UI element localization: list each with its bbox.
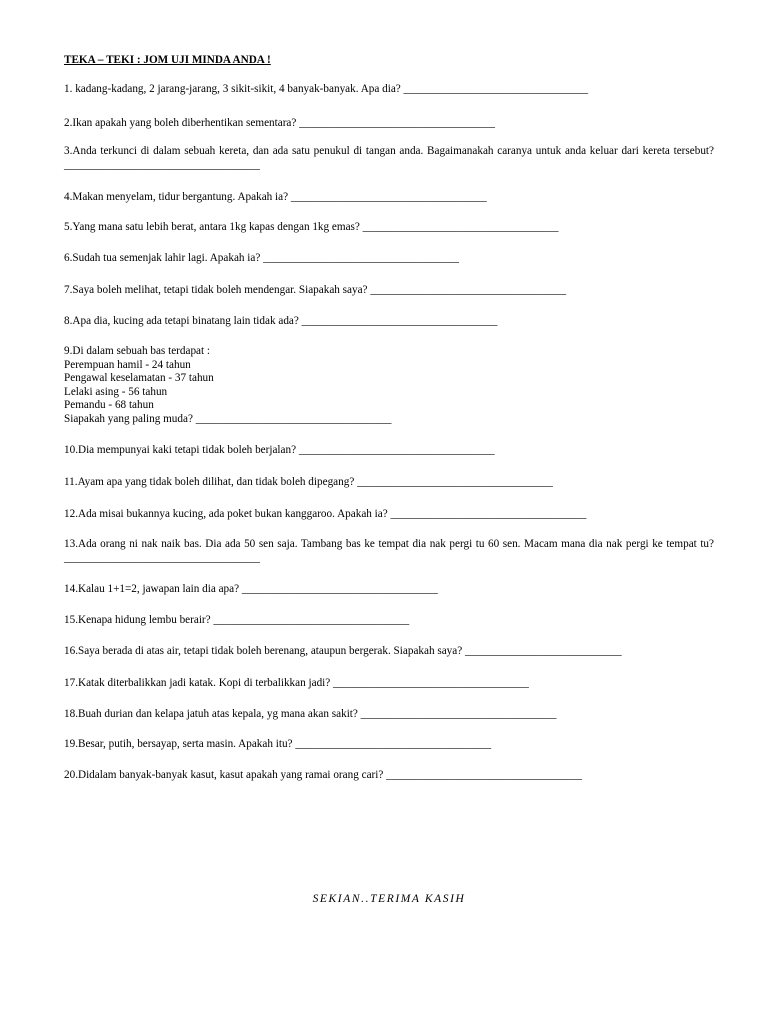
question-17: 17.Katak diterbalikkan jadi katak. Kopi di terbalikkan jadi? ___________________________________	[64, 677, 529, 689]
question-9	[64, 345, 714, 427]
question-2: 2.Ikan apakah yang boleh diberhentikan sementara? ___________________________________	[64, 117, 495, 129]
question-8: 8.Apa dia, kucing ada tetapi binatang lain tidak ada? ___________________________________	[64, 315, 498, 327]
question-3: 3.Anda terkunci di dalam sebuah kereta, dan ada satu penukul di tangan anda. Bagaimanakah caranya untuk anda keluar dari kereta tersebut? ___________________________________	[64, 145, 714, 171]
question-14: 14.Kalau 1+1=2, jawapan lain dia apa? ___________________________________	[64, 583, 438, 595]
question-18: 18.Buah durian dan kelapa jatuh atas kepala, yg mana akan sakit? ___________________________________	[64, 708, 557, 720]
question-10: 10.Dia mempunyai kaki tetapi tidak boleh berjalan? ___________________________________	[64, 444, 495, 456]
question-9-line: Pengawal keselamatan - 37 tahun	[64, 372, 214, 385]
question-20: 20.Didalam banyak-banyak kasut, kasut apakah yang ramai orang cari? ___________________________________	[64, 769, 582, 781]
question-12: 12.Ada misai bukannya kucing, ada poket bukan kanggaroo. Apakah ia? ___________________________________	[64, 508, 587, 520]
closing-note: SEKIAN..TERIMA KASIH	[312, 893, 466, 905]
question-16: 16.Saya berada di atas air, tetapi tidak boleh berenang, ataupun bergerak. Siapakah saya? ____________________________	[64, 645, 622, 657]
question-9-line: 9.Di dalam sebuah bas terdapat :	[64, 345, 211, 357]
question-7: 7.Saya boleh melihat, tetapi tidak boleh mendengar. Siapakah saya? ___________________________________	[64, 284, 567, 296]
question-6: 6.Sudah tua semenjak lahir lagi. Apakah ia? ___________________________________	[64, 252, 459, 264]
worksheet-page	[64, 0, 714, 1024]
question-5: 5.Yang mana satu lebih berat, antara 1kg kapas dengan 1kg emas? ___________________________________	[64, 221, 559, 233]
question-13: 13.Ada orang ni nak naik bas. Dia ada 50 sen saja. Tambang bas ke tempat dia nak pergi tu 60 sen. Macam mana dia nak pergi ke tempat tu? ___________________________________	[64, 538, 714, 564]
question-1: 1. kadang-kadang, 2 jarang-jarang, 3 sikit-sikit, 4 banyak-banyak. Apa dia? _________________________________	[64, 83, 589, 95]
question-9-line: Perempuan hamil - 24 tahun	[64, 358, 191, 371]
question-11: 11.Ayam apa yang tidak boleh dilihat, dan tidak boleh dipegang? ___________________________________	[64, 476, 553, 488]
question-9-line: Siapakah yang paling muda? ___________________________________	[64, 412, 392, 425]
question-4: 4.Makan menyelam, tidur bergantung. Apakah ia? ___________________________________	[64, 191, 487, 203]
question-9-line: Lelaki asing - 56 tahun	[64, 385, 168, 398]
question-9-line: Pemandu - 68 tahun	[64, 399, 154, 412]
worksheet-title: TEKA – TEKI : JOM UJI MINDA ANDA !	[64, 54, 271, 66]
question-19: 19.Besar, putih, bersayap, serta masin. Apakah itu? ___________________________________	[64, 738, 492, 750]
question-15: 15.Kenapa hidung lembu berair? ___________________________________	[64, 614, 410, 626]
